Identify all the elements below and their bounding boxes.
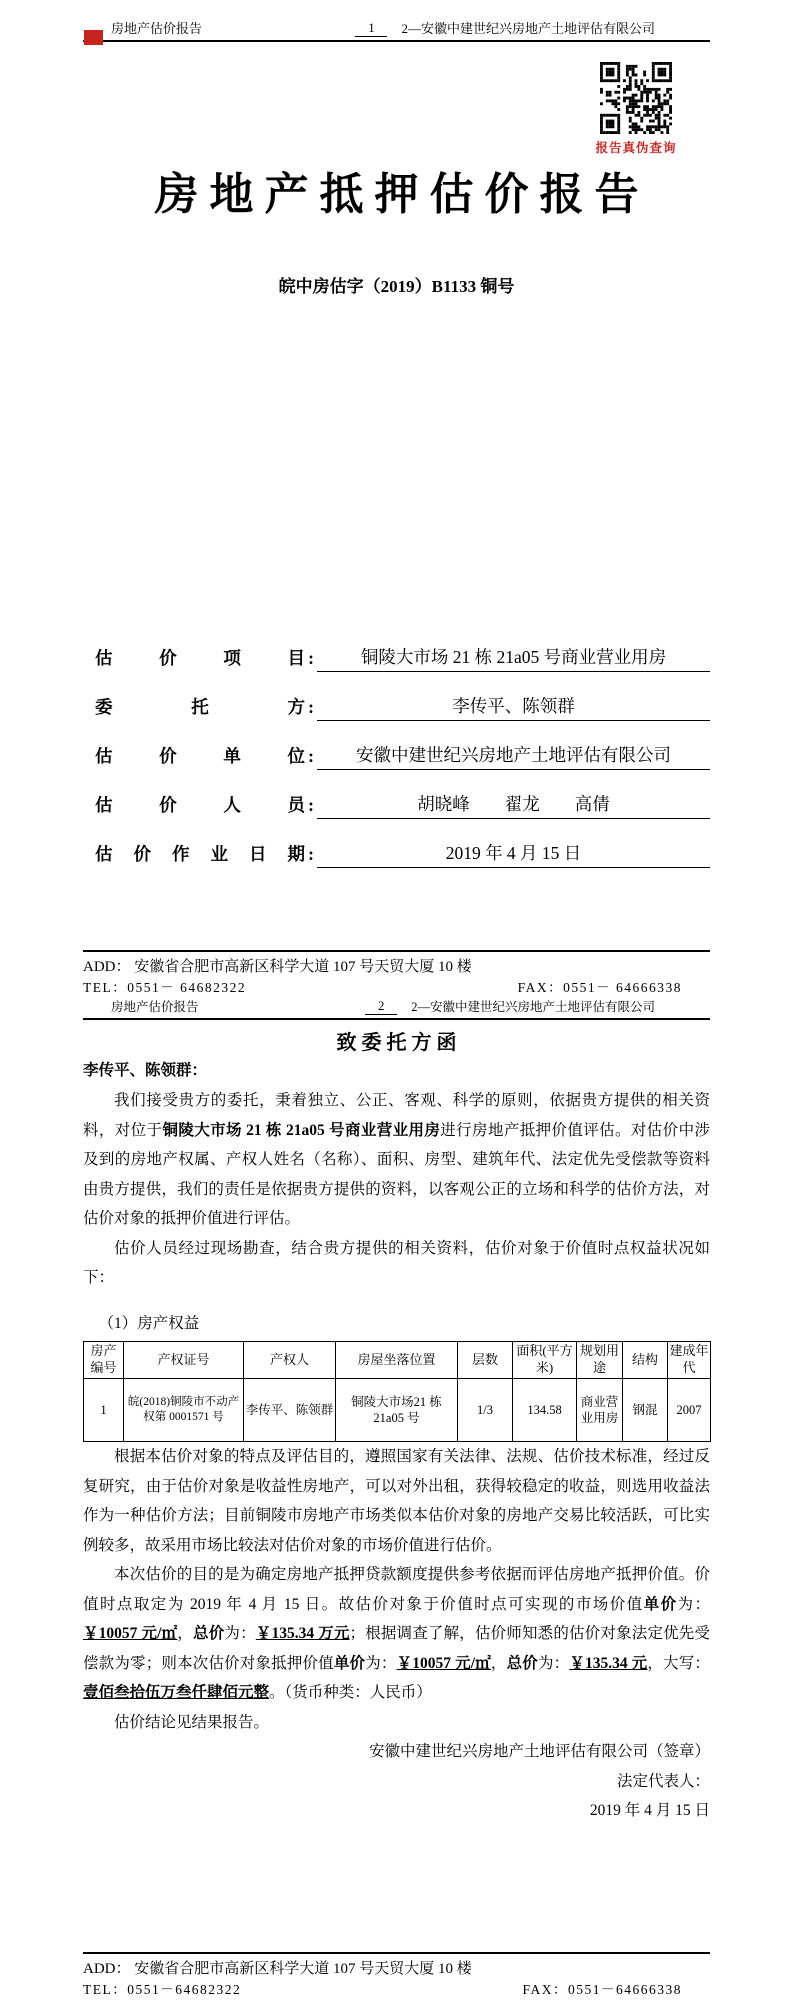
field-value: 李传平、陈领群 <box>317 692 710 721</box>
page-number: 2 <box>365 998 397 1015</box>
page-number: 1 <box>355 20 387 37</box>
field-colon: : <box>308 697 314 717</box>
footer-fax: FAX：0551－64666338 <box>522 1982 682 1997</box>
field-colon: : <box>308 844 314 864</box>
cell-location: 铜陵大市场21 栋 21a05 号 <box>336 1379 458 1442</box>
field-label: 估价单位 <box>95 746 305 766</box>
form-row-appraisers <box>83 790 710 819</box>
page1-footer <box>83 950 710 997</box>
qr-code <box>600 62 672 134</box>
cell-year: 2007 <box>668 1379 711 1442</box>
field-colon: : <box>308 746 314 766</box>
table-header-row <box>84 1342 711 1379</box>
conclusion-line: 估价结论见结果报告。 <box>114 1713 270 1731</box>
paragraph-intro: 我们接受贵方的委托，秉着独立、公正、客观、科学的原则，依据贵方提供的相关资料，对位于铜陵大市场 21 栋 21a05 号商业营业用房进行房地产抵押价值评估。对估价中涉及到的房地产权属、产权人姓名（名称）、面积、房型、建筑年代、法定优先受偿款等资料由贵方提供，我们的责任是依据贵方提供的资料，以客观公正的立场和科学的估价方法，对估价对象的抵押价值进行评估。 <box>83 1092 710 1227</box>
col-header: 面积(平方米) <box>513 1342 577 1379</box>
cell-property-no: 1 <box>84 1379 124 1442</box>
paragraph-method: 根据本估价对象的特点及评估目的，遵照国家有关法律、法规、估价技术标准，经过反复研究，由于估价对象是收益性房地产，可以对外出租，获得较稳定的收益，则选用收益法作为一种估价方法；目前铜陵市房地产市场类似本估价对象的房地产交易比较活跃，可比实例较多，故采用市场比较法对估价对象的市场价值进行估价。 <box>83 1448 710 1554</box>
col-header: 规划用途 <box>577 1342 623 1379</box>
form-row-client <box>83 692 710 721</box>
paragraph-valuation: 本次估价的目的是为确定房地产抵押贷款额度提供参考依据而评估房地产抵押价值。价值时点取定为 2019 年 4 月 15 日。故估价对象于价值时点可实现的市场价值单价为：￥10057 元/㎡，总价为：￥135.34 万元；根据调查了解，估价师知悉的估价对象法定优先受偿款为零；则本次估价对象抵押价值单价为：￥10057 元/㎡，总价为：￥135.34 元，大写：壹佰叁拾伍万叁仟肆佰元整。（货币种类：人民币） <box>83 1566 710 1701</box>
field-label: 委托方 <box>95 697 305 717</box>
field-label: 估价作业日期 <box>95 844 305 864</box>
col-header: 层数 <box>458 1342 513 1379</box>
header-doc-title: 房地产估价报告 <box>111 21 203 36</box>
field-label: 估价人员 <box>95 795 305 815</box>
footer-address: ADD： 安徽省合肥市高新区科学大道 107 号天贸大厦 10 楼 <box>83 1961 472 1977</box>
signature-company: 安徽中建世纪兴房地产土地评估有限公司（签章） <box>368 1743 710 1760</box>
footer-address: ADD： 安徽省合肥市高新区科学大道 107 号天贸大厦 10 楼 <box>83 959 472 975</box>
signature-date: 2019 年 4 月 15 日 <box>589 1802 710 1819</box>
form-row-agency <box>83 741 710 770</box>
field-value: 铜陵大市场 21 栋 21a05 号商业营业用房 <box>317 643 710 672</box>
col-header: 结构 <box>623 1342 668 1379</box>
qr-caption: 报告真伪查询 <box>595 141 677 155</box>
col-header: 建成年代 <box>668 1342 711 1379</box>
field-value: 胡晓峰 翟龙 高倩 <box>317 790 710 819</box>
field-label: 估价项目 <box>95 648 305 668</box>
property-rights-label: （1）房产权益 <box>98 1314 200 1332</box>
header-doc-title: 房地产估价报告 <box>111 1000 199 1014</box>
cell-use: 商业营业用房 <box>577 1379 623 1442</box>
footer-fax: FAX：0551－ 64666338 <box>517 980 682 995</box>
header-company: 2—安徽中建世纪兴房地产土地评估有限公司 <box>411 1000 655 1014</box>
cell-cert-no: 皖(2018)铜陵市不动产权第 0001571 号 <box>124 1379 244 1442</box>
form-row-date <box>83 839 710 868</box>
report-number: 皖中房估字（2019）B1133 铜号 <box>278 277 515 296</box>
col-header: 产权人 <box>244 1342 336 1379</box>
field-value: 安徽中建世纪兴房地产土地评估有限公司 <box>317 741 710 770</box>
property-table <box>83 1341 711 1442</box>
col-header: 房产编号 <box>84 1342 124 1379</box>
letter-title: 致 委 托 方 函 <box>336 1032 457 1054</box>
page2-running-header <box>83 998 710 1020</box>
table-row <box>84 1379 711 1442</box>
signature-legal-rep: 法定代表人： <box>616 1772 710 1790</box>
cell-owner: 李传平、陈领群 <box>244 1379 336 1442</box>
footer-tel: TEL：0551－ 64682322 <box>83 980 247 995</box>
field-value: 2019 年 4 月 15 日 <box>317 839 710 868</box>
cell-area: 134.58 <box>513 1379 577 1442</box>
field-colon: : <box>308 648 314 668</box>
field-colon: : <box>308 795 314 815</box>
col-header: 产权证号 <box>124 1342 244 1379</box>
paragraph-survey: 估价人员经过现场勘查，结合贵方提供的相关资料，估价对象于价值时点权益状况如下： <box>83 1239 710 1286</box>
letter-body <box>83 1086 710 1826</box>
page2-footer <box>83 1952 710 1999</box>
cell-floor: 1/3 <box>458 1379 513 1442</box>
col-header: 房屋坐落位置 <box>336 1342 458 1379</box>
footer-tel: TEL：0551－64682322 <box>83 1982 242 1997</box>
report-main-title: 房 地 产 抵 押 估 价 报 告 <box>154 170 639 219</box>
red-seal-mark <box>84 30 103 45</box>
header-company: 2—安徽中建世纪兴房地产土地评估有限公司 <box>401 21 655 36</box>
form-row-project <box>83 643 710 672</box>
cell-structure: 钢混 <box>623 1379 668 1442</box>
cover-form <box>83 643 710 888</box>
page1-running-header <box>83 20 710 42</box>
letter-salutation: 李传平、陈领群： <box>83 1062 208 1079</box>
